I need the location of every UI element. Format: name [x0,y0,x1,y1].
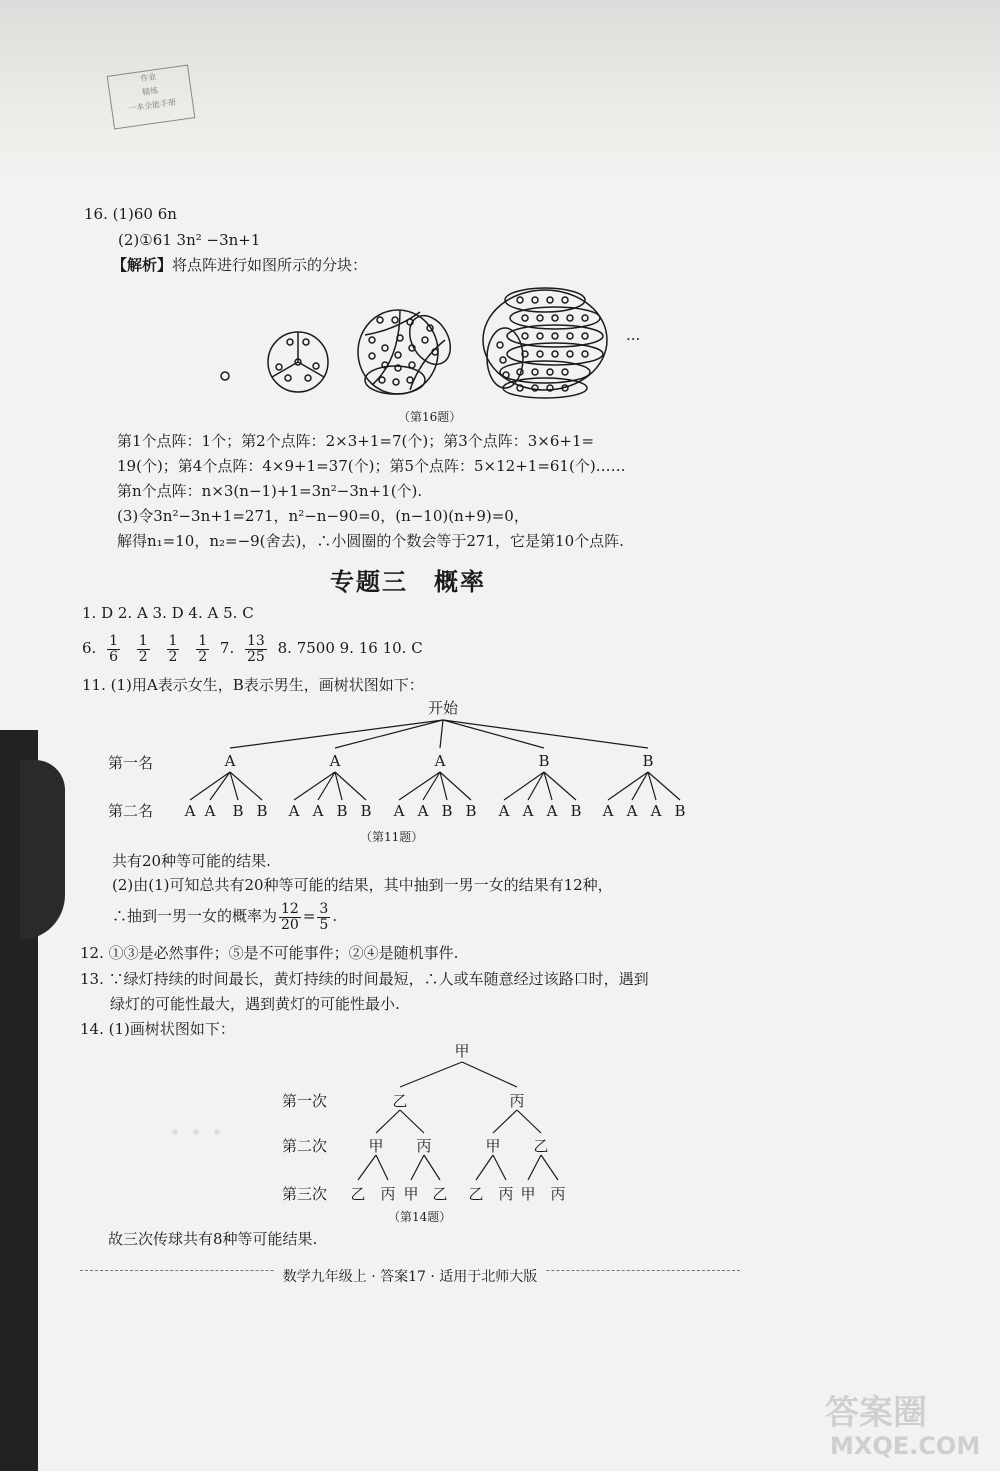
q16-text-5: 解得n₁=10，n₂=−9(舍去)，∴小圆圈的个数会等于271，它是第10个点阵. [117,532,624,550]
tree14-third-node: 丙 [380,1185,396,1203]
fraction-12-20: $\frac{12}{20}$ [281,900,299,933]
watermark-url: MXQE.COM [830,1432,981,1460]
tree11-second-node: A [522,802,534,820]
figure-11-caption: （第11题） [360,830,424,844]
answers-row-2-rest: 8. 7500 9. 16 10. C [277,639,423,657]
q11-line2: (2)由(1)可知总共有20种等可能的结果，其中抽到一男一女的结果有12种， [112,876,613,894]
fraction-q6a: $\frac{1}{6}$ [109,632,119,665]
tree11-second-node: A [650,802,662,820]
tree14-second-node: 丙 [416,1137,432,1155]
jiexi-tag: 【解析】 [112,256,173,274]
tree14-second-node: 乙 [533,1137,549,1155]
faint-bleedthrough: · · · [170,1115,223,1150]
tree11-second-node: A [312,802,324,820]
tree11-second-node: A [546,802,558,820]
tree11-second-node: B [465,802,477,820]
tree11-second-node: A [204,802,216,820]
figure-16-caption: （第16题） [398,410,462,424]
tree11-second-node: B [256,802,268,820]
tree11-row1-label: 第一名 [108,754,154,772]
tree11-root: 开始 [427,699,458,717]
q14-intro: 14. (1)画树状图如下： [80,1020,235,1038]
tree11-second-node: B [441,802,453,820]
q13-text-1: 13. ∵绿灯持续的时间最长，黄灯持续的时间最短，∴人或车随意经过该路口时，遇到 [80,970,649,988]
fraction-q6c: $\frac{1}{2}$ [168,632,178,665]
tree11-first-node: A [434,752,446,770]
fraction-q7: $\frac{13}{25}$ [247,632,265,665]
stamp-logo: 作业 精练 一本全能手册 [107,65,196,130]
tree14-third-node: 甲 [520,1185,536,1203]
tree14-third-node: 甲 [403,1185,419,1203]
q11-line3-pre: ∴抽到一男一女的概率为 [112,907,278,925]
q16-text-2: 19(个)；第4个点阵：4×9+1=37(个)；第5个点阵：5×12+1=61(个)…… [117,457,626,475]
q11-line3 [112,898,337,934]
q14-conclusion: 故三次传球共有8种等可能结果. [108,1230,318,1248]
figure-14-caption: （第14题） [388,1210,452,1224]
tree14-third-node: 丙 [550,1185,566,1203]
tree11-first-node: A [224,752,236,770]
tree14-second-node: 甲 [485,1137,501,1155]
q11-line3-end: . [332,907,338,925]
tree11-second-node: B [360,802,372,820]
q16-line1: 16. (1)60 6n [84,205,177,223]
tree14-third-node: 乙 [350,1185,366,1203]
answers-row-2 [82,630,423,666]
tree11-row2-label: 第二名 [108,802,154,820]
fraction-q6d: $\frac{1}{2}$ [198,632,208,665]
footer-text: 数学九年级上 · 答案17 · 适用于北师大版 [275,1266,546,1286]
q16-jiexi [112,254,367,276]
q16-text-3: 第n个点阵：n×3(n−1)+1=3n²−3n+1(个). [117,482,423,500]
q13-text-2: 绿灯的可能性最大，遇到黄灯的可能性最小. [110,995,400,1013]
jiexi-text: 将点阵进行如图所示的分块： [172,256,368,274]
tree11-second-node: B [232,802,244,820]
tree14-third-node: 乙 [468,1185,484,1203]
tree14-label-2: 第二次 [282,1137,328,1155]
tree14-root: 甲 [454,1042,470,1060]
q16-text-4: (3)令3n²−3n+1=271，n²−n−90=0，(n−10)(n+9)=0， [117,507,529,525]
tree11-second-node: B [570,802,582,820]
tree11-first-node: B [642,752,654,770]
q16-line2: (2)①61 3n² −3n+1 [118,231,261,249]
q16-text-1: 第1个点阵：1个；第2个点阵：2×3+1=7(个)；第3个点阵：3×6+1= [117,432,595,450]
q11-intro: 11. (1)用A表示女生，B表示男生，画树状图如下： [82,676,424,694]
tree11-second-node: B [336,802,348,820]
tree11-second-node: A [626,802,638,820]
tree14-second-node: 甲 [368,1137,384,1155]
scan-edge-shape [20,760,65,940]
q11-line1: 共有20种等可能的结果. [112,852,271,870]
tree14-first-node: 丙 [509,1092,525,1110]
fraction-3-5: $\frac{3}{5}$ [319,900,329,933]
q12-text: 12. ①③是必然事件；⑤是不可能事件；②④是随机事件. [80,944,459,962]
fraction-q6b: $\frac{1}{2}$ [138,632,148,665]
tree11-second-node: A [184,802,196,820]
tree11-second-node: A [602,802,614,820]
tree11-first-node: A [329,752,341,770]
tree14-third-node: 乙 [432,1185,448,1203]
tree11-second-node: A [393,802,405,820]
tree14-label-1: 第一次 [282,1092,328,1110]
q7-number: 7. [219,639,235,657]
dot-ellipsis: ··· [626,330,641,348]
answers-row-2-prefix: 6. [82,639,97,657]
answers-row-1: 1. D 2. A 3. D 4. A 5. C [82,604,254,622]
tree14-third-node: 丙 [498,1185,514,1203]
tree14-first-node: 乙 [392,1092,408,1110]
watermark-logo: 答案圈 [825,1393,927,1433]
tree11-second-node: A [417,802,429,820]
tree11-first-node: B [538,752,550,770]
equals-sign: = [302,907,316,925]
section-title: 专题三 概率 [330,568,486,596]
tree11-second-node: A [288,802,300,820]
tree11-second-node: A [498,802,510,820]
tree11-second-node: B [674,802,686,820]
tree14-label-3: 第三次 [282,1185,328,1203]
